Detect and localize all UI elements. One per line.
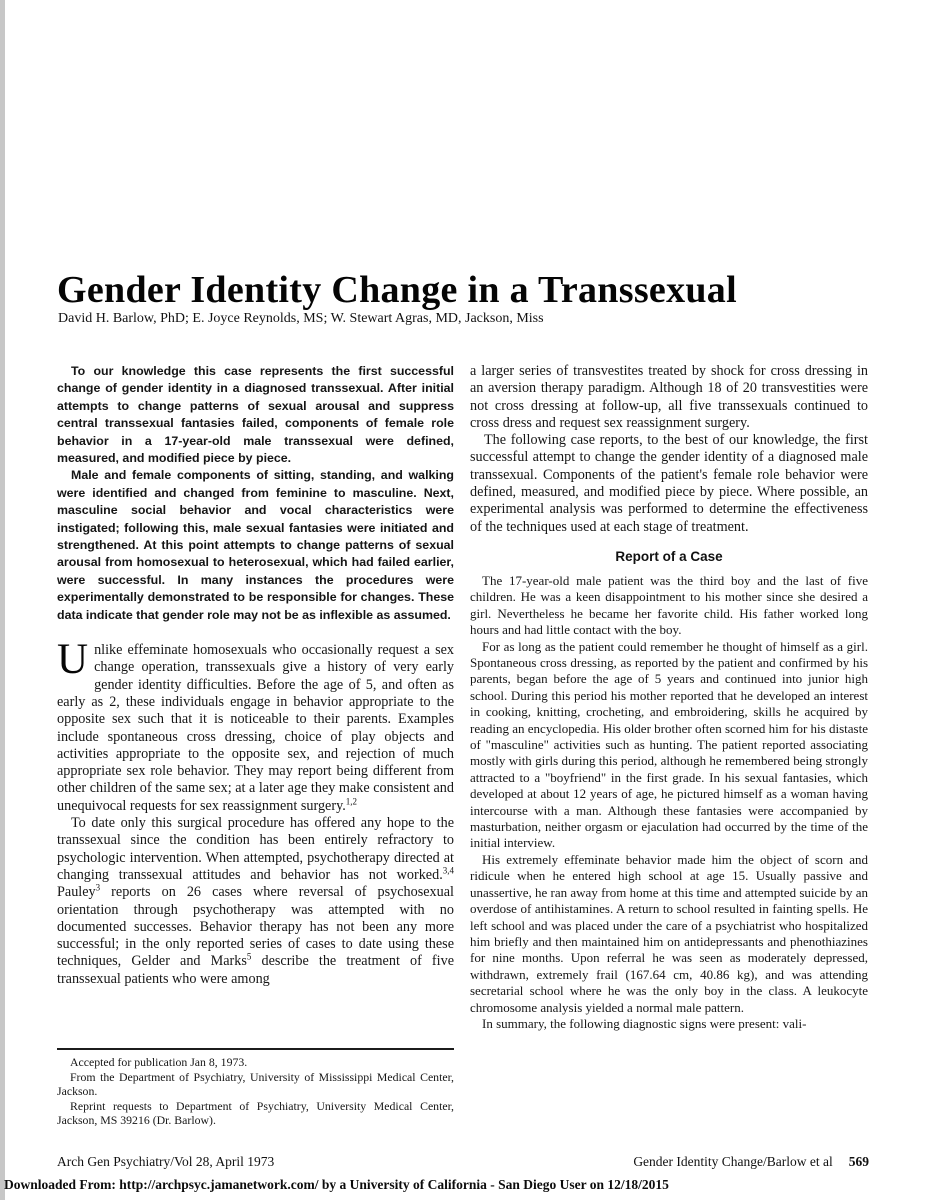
left-column xyxy=(57,363,454,988)
reference-superscript: 1,2 xyxy=(345,796,358,807)
page-footer xyxy=(57,1154,869,1170)
reference-superscript: 3,4 xyxy=(442,865,454,876)
footnote-affiliation: From the Department of Psychiatry, University of Mississippi Medical Center, Jackson. xyxy=(57,1069,454,1099)
journal-citation: Arch Gen Psychiatry/Vol 28, April 1973 xyxy=(57,1154,275,1169)
intro-paragraph-1-text: nlike effeminate homosexuals who occasionally request a sex change operation, transsexuals give a history of very early gender identity difficulties. Before the age of 5, and often as early as 2, these individuals engage in behavior appropriate to the opposite sex such that it is noticeable to their parents. Examples include spontaneous cross dressing, choice of play objects and activities appropriate to the opposite sex, and rejection of much appropriate sex role behavior. They may report being different from other children of the same sex; at a later age they make consistent and unequivocal requests for sex reassignment surgery. xyxy=(57,642,454,814)
author-footnote xyxy=(57,1048,454,1128)
page-number: 569 xyxy=(848,1154,869,1169)
intro-paragraph-2-text-a: To date only this surgical procedure has offered any hope to the transsexual since the condition has been entirely refractory to psychologic intervention. When attempted, psychotherapy directed at changing transsexual attitudes and behavior has not worked. xyxy=(57,815,454,883)
intro-paragraph-1 xyxy=(57,636,454,815)
intro-paragraph-2-text-b: Pauley xyxy=(57,884,96,901)
case-paragraph-1: The 17-year-old male patient was the third boy and the last of five children. He was a keen disappointment to his mother since she desired a girl. Nevertheless he became her favorite child. His father worked long hours and had little contact with the boy. xyxy=(470,572,868,638)
intro-continuation-block xyxy=(470,363,868,536)
drop-cap: U xyxy=(57,636,89,684)
article-title: Gender Identity Change in a Transsexual xyxy=(57,269,737,312)
continuation-paragraph: a larger series of transvestites treated by shock for cross dressing in an aversion therapy paradigm. Although 18 of 20 transvestities were not cross dressing at follow-up, all five transsexuals continued to cross dress and request sex reassignment surgery. xyxy=(470,363,868,431)
running-head: Gender Identity Change/Barlow et al xyxy=(633,1154,833,1169)
reference-superscript: 3 xyxy=(95,882,101,893)
abstract-paragraph-2: Male and female components of sitting, standing, and walking were identified and changed from feminine to masculine. Next, masculine social behavior and vocal characteristics were instigated; following this, male sexual fantasies were initiated and strengthened. At this point attempts to change patterns of sexual arousal from homosexual to heterosexual, which had failed earlier, were successful. In many instances the procedures were experimentally demonstrated to be responsible for changes. These data indicate that gender role may not be as inflexible as assumed. xyxy=(57,468,454,622)
section-heading-report-of-a-case: Report of a Case xyxy=(615,548,723,564)
download-provenance-bar: Downloaded From: http://archpsyc.jamanetwork.com/ by a University of California - San Diego User on 12/18/2015 xyxy=(4,1177,669,1192)
introduction-block xyxy=(57,636,454,988)
footnote-reprints: Reprint requests to Department of Psychiatry, University Medical Center, Jackson, MS 39216 (Dr. Barlow). xyxy=(57,1098,454,1128)
right-column xyxy=(470,363,868,1032)
abstract-block xyxy=(57,363,454,624)
scan-edge-strip xyxy=(0,0,5,1200)
case-paragraph-3: His extremely effeminate behavior made him the object of scorn and ridicule when he entered high school at age 15. Usually passive and unassertive, he ran away from home at this time and attempted suicide by an overdose of antihistamines. A return to school resulted in fainting spells. He left school and was placed under the care of a psychiatrist who hospitalized him briefly and then maintained him on antidepressants and phenothiazines for nine months. Upon referral he was seen as moderately depressed, withdrawn, extremely frail (167.64 cm, 40.86 kg), and was attending secretarial school where he was the only boy in the class. A leukocyte chromosome analysis yielded a normal male pattern. xyxy=(470,851,868,1015)
abstract-paragraph-1: To our knowledge this case represents the first successful change of gender identity in a diagnosed transsexual. After initial attempts to change patterns of sexual arousal and suppress central transsexual fantasies failed, components of female role behavior in a 17-year-old male transsexual were defined, measured, and modified piece by piece. xyxy=(57,364,454,466)
intro-paragraph-2-text-d: describe the treatment of five transsexual patients who were among xyxy=(57,953,454,987)
case-report-block xyxy=(470,573,868,1032)
following-case-paragraph: The following case reports, to the best of our knowledge, the first successful attempt to change the gender identity of a diagnosed male transsexual. Components of the patient's female role behavior were defined, measured, and modified piece by piece. Where possible, an experimental analysis was performed to determine the effectiveness of the techniques used at each stage of treatment. xyxy=(470,432,868,535)
case-paragraph-4: In summary, the following diagnostic signs were present: vali- xyxy=(482,1015,807,1031)
reference-superscript: 5 xyxy=(246,951,252,962)
intro-paragraph-2 xyxy=(57,815,454,988)
intro-paragraph-2-text-c: reports on 26 cases where reversal of psychosexual orientation through psychotherapy was attempted with no documented successes. Behavior therapy has not been any more successful; in the only reported series of cases to date using these techniques, Gelder and Marks xyxy=(57,884,454,970)
footnote-accepted: Accepted for publication Jan 8, 1973. xyxy=(70,1055,248,1069)
author-byline: David H. Barlow, PhD; E. Joyce Reynolds, MS; W. Stewart Agras, MD, Jackson, Miss xyxy=(58,311,544,326)
footer-right-group xyxy=(633,1154,869,1170)
case-paragraph-2: For as long as the patient could remember he thought of himself as a girl. Spontaneous cross dressing, as reported by the patient and confirmed by his parents, began before the age of 5 years and continued into junior high school. During this period his mother reported that he developed an interest in cooking, knitting, crocheting, and embroidering, skills he acquired by reading an encyclopedia. His older brother often scorned him for his distaste of "masculine" activities such as hunting. The patient reported associating mostly with girls during this period, although he remembered being strongly attracted to a "boyfriend" in the first grade. In his sexual fantasies, which developed at about 12 years of age, he pictured himself as a woman having intercourse with a man. Although these fantasies were accompanied by masturbation, neither orgasm or ejaculation had occurred by the time of the initial interview. xyxy=(470,638,868,851)
